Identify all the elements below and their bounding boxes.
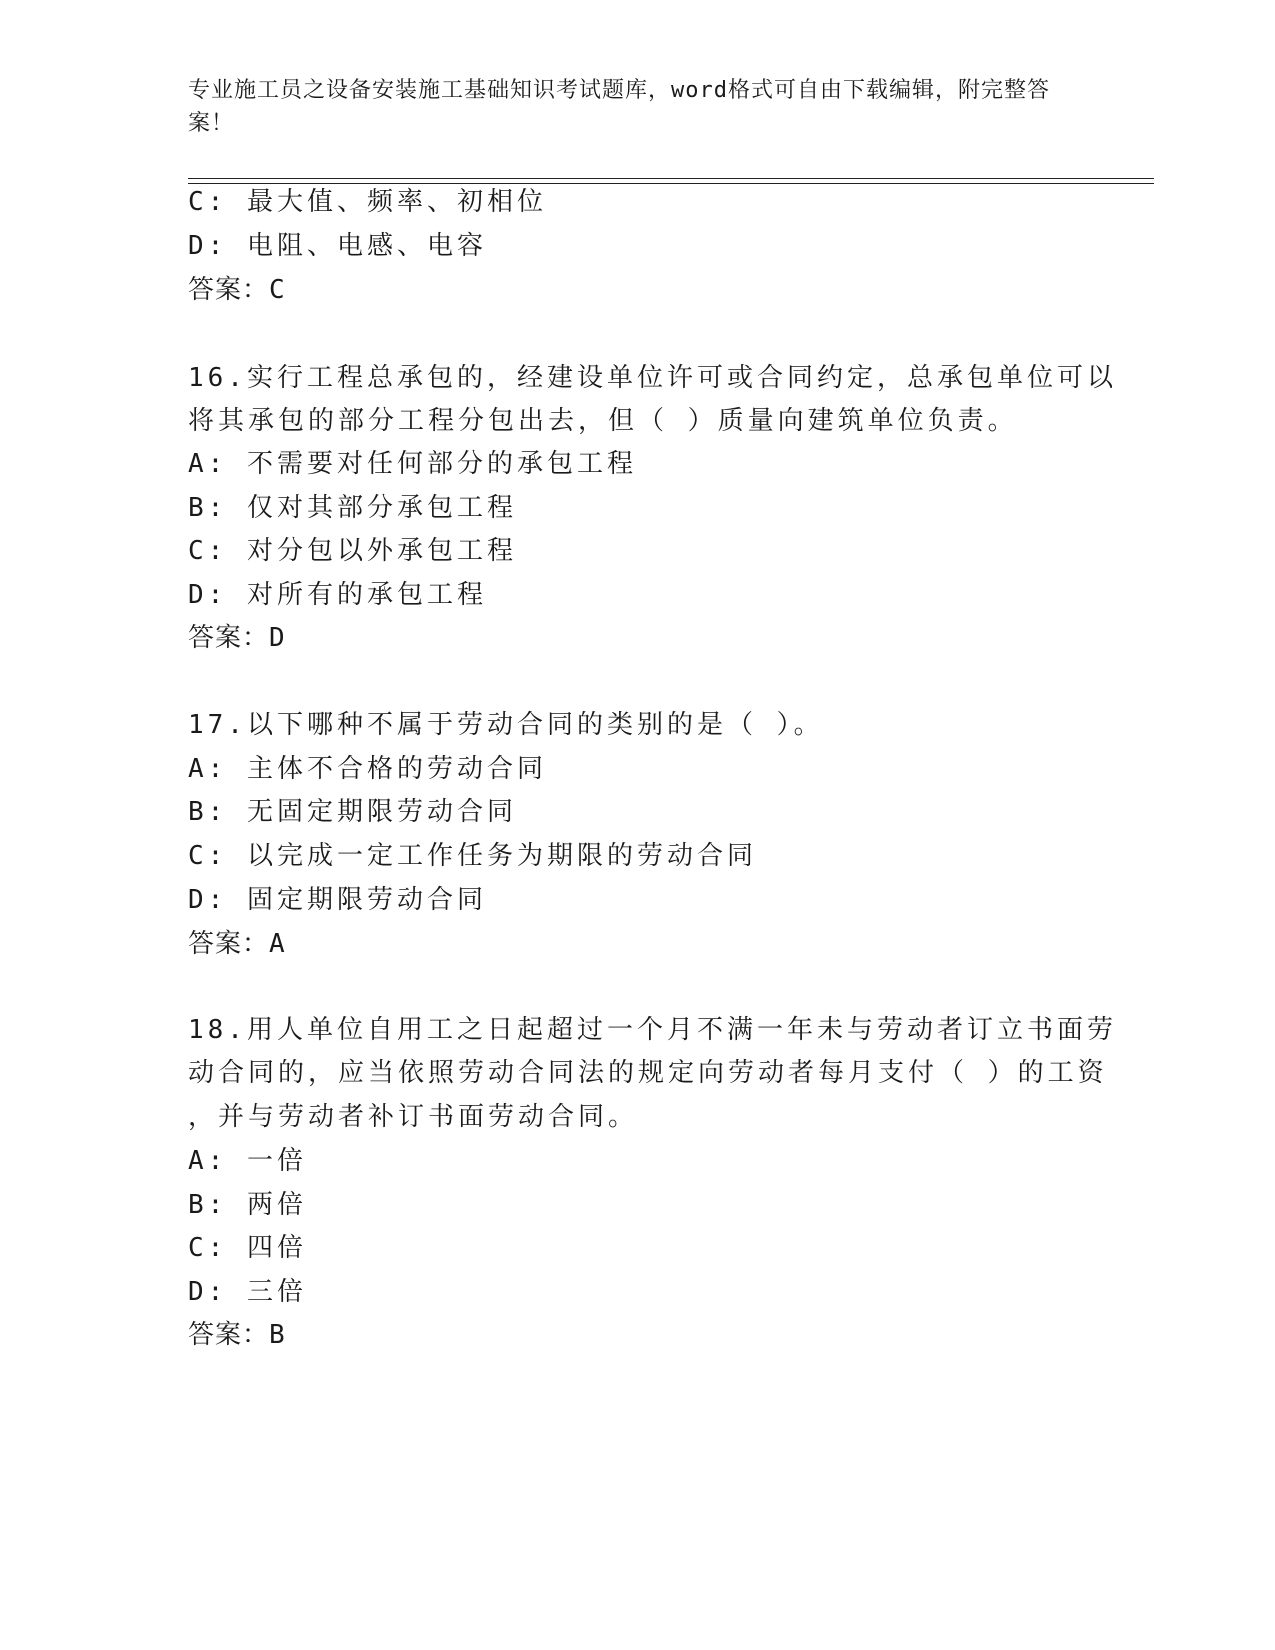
answer-line: 答案：C	[188, 275, 286, 305]
question-18-answer: 答案：B	[188, 1320, 286, 1350]
question-17-option-a: A: 主体不合格的劳动合同	[188, 754, 547, 784]
question-16-option-c: C: 对分包以外承包工程	[188, 536, 517, 566]
question-18-option-d: D: 三倍	[188, 1277, 307, 1307]
question-16-option-a: A: 不需要对任何部分的承包工程	[188, 449, 637, 479]
question-18-stem-line-3: ，并与劳动者补订书面劳动合同。	[188, 1102, 639, 1132]
question-16-option-d: D: 对所有的承包工程	[188, 580, 487, 610]
question-16-stem-line-2: 将其承包的部分工程分包出去，但（ ）质量向建筑单位负责。	[188, 406, 1018, 436]
question-18-option-c: C: 四倍	[188, 1233, 307, 1263]
question-17-option-d: D: 固定期限劳动合同	[188, 885, 487, 915]
question-16-stem-line-1: 16.实行工程总承包的，经建设单位许可或合同约定，总承包单位可以	[188, 363, 1117, 393]
option-c: C: 最大值、频率、初相位	[188, 187, 547, 217]
question-18-stem-line-2: 动合同的，应当依照劳动合同法的规定向劳动者每月支付（ ）的工资	[188, 1058, 1108, 1088]
question-17-option-c: C: 以完成一定工作任务为期限的劳动合同	[188, 841, 757, 871]
question-18-option-a: A: 一倍	[188, 1146, 307, 1176]
question-17-answer: 答案：A	[188, 929, 286, 959]
question-18-option-b: B: 两倍	[188, 1190, 307, 1220]
question-16-answer: 答案：D	[188, 623, 286, 653]
question-17-option-b: B: 无固定期限劳动合同	[188, 797, 517, 827]
question-18-stem-line-1: 18.用人单位自用工之日起超过一个月不满一年未与劳动者订立书面劳	[188, 1015, 1117, 1045]
question-16-option-b: B: 仅对其部分承包工程	[188, 493, 517, 523]
question-17-stem-line-1: 17.以下哪种不属于劳动合同的类别的是（ ）。	[188, 710, 824, 740]
document-header-title: 专业施工员之设备安装施工基础知识考试题库，word格式可自由下载编辑，附完整答案！	[188, 78, 1050, 136]
header-rule-bottom	[188, 183, 1154, 184]
header-rule-top	[188, 178, 1154, 179]
option-d: D: 电阻、电感、电容	[188, 231, 487, 261]
